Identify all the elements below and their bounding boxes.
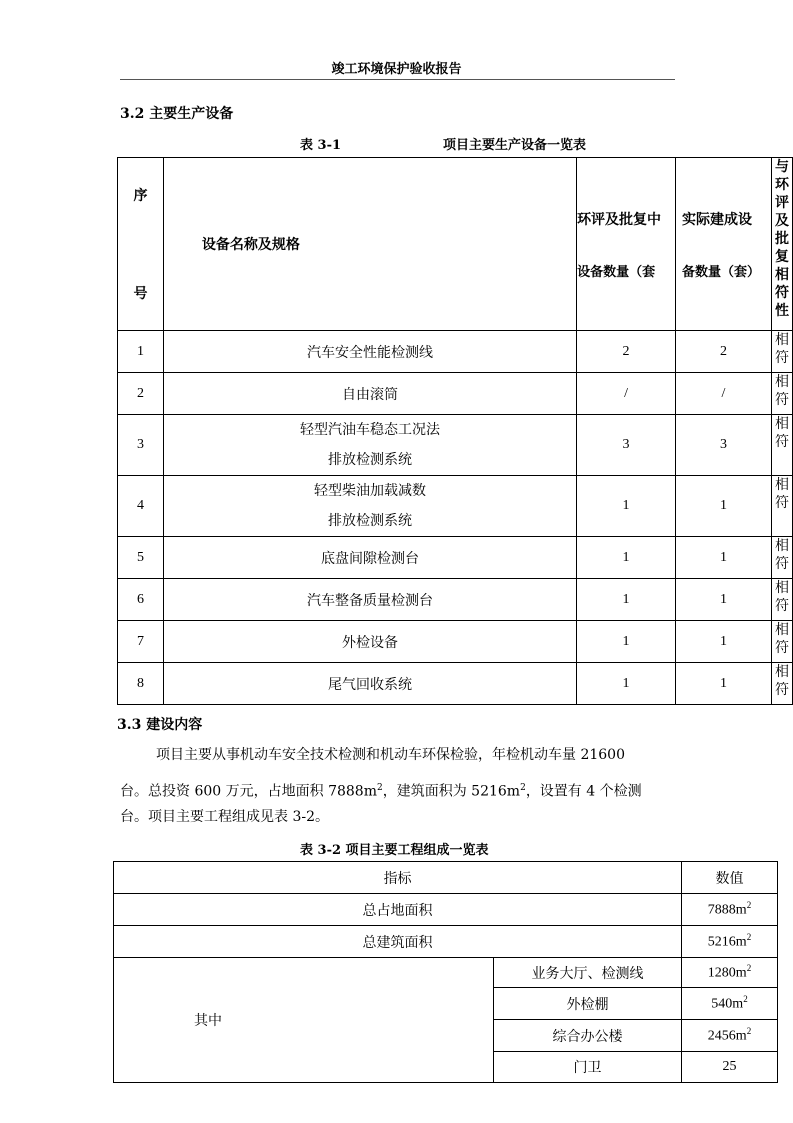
sub-row-label: 综合办公楼: [494, 1020, 682, 1052]
sub-row-value: $1280m^2$: [682, 958, 778, 988]
table2-caption: 表 3-2 项目主要工程组成一览表: [300, 843, 489, 858]
sub-row-label: 业务大厅、检测线: [494, 958, 682, 988]
row-match: 相符: [771, 663, 792, 705]
table-row: [118, 579, 793, 621]
col-header-indicator: 指标: [114, 862, 682, 894]
row-equipment-name: 外检设备: [163, 621, 576, 663]
table-row: [118, 537, 793, 579]
total-build-value: $5216m^2$: [682, 926, 778, 958]
col-header-match: 与环评及批复相符性: [771, 158, 792, 331]
row-eia-qty: 1: [577, 621, 676, 663]
section-3-3-heading: 3.3 建设内容: [117, 717, 203, 733]
table-row: [114, 894, 778, 926]
sub-row-label: 外检棚: [494, 988, 682, 1020]
sub-row-value: $540m^2$: [682, 988, 778, 1020]
row-match: 相符: [771, 331, 792, 373]
row-actual-qty: 2: [676, 331, 772, 373]
body-paragraph-line-2: 台。总投资 600 万元，占地面积 $7888m^2$，建筑面积为 $5216m^2$，设置有 4 个检测: [120, 783, 642, 800]
table-row: [118, 476, 793, 537]
row-no: 3: [118, 415, 164, 476]
table-row: [118, 331, 793, 373]
table-row: [114, 926, 778, 958]
row-no: 4: [118, 476, 164, 537]
row-no: 5: [118, 537, 164, 579]
row-eia-qty: 1: [577, 663, 676, 705]
table-row: [118, 415, 793, 476]
row-eia-qty: 2: [577, 331, 676, 373]
row-eia-qty: 1: [577, 476, 676, 537]
col-header-actual-qty: 实际建成设 备数量（套）: [676, 158, 772, 331]
equipment-table: [117, 157, 793, 705]
row-match: 相符: [771, 579, 792, 621]
row-equipment-name: 轻型柴油加载减数 排放检测系统: [163, 476, 576, 537]
row-match: 相符: [771, 537, 792, 579]
row-actual-qty: 1: [676, 537, 772, 579]
body-paragraph-line-1: 项目主要从事机动车安全技术检测和机动车环保检验，年检机动车量 21600: [156, 747, 625, 763]
table1-caption-title: 项目主要生产设备一览表: [443, 138, 587, 153]
row-equipment-name: 自由滚筒: [163, 373, 576, 415]
row-equipment-name: 汽车整备质量检测台: [163, 579, 576, 621]
row-actual-qty: 1: [676, 621, 772, 663]
sub-row-label: 门卫: [494, 1052, 682, 1083]
row-equipment-name: 轻型汽油车稳态工况法 排放检测系统: [163, 415, 576, 476]
row-no: 8: [118, 663, 164, 705]
col-header-no: 序 号: [118, 158, 164, 331]
total-build-label: 总建筑面积: [114, 926, 682, 958]
row-no: 6: [118, 579, 164, 621]
row-eia-qty: 3: [577, 415, 676, 476]
row-actual-qty: 1: [676, 579, 772, 621]
table-row: [114, 958, 778, 988]
table1-caption-number: 表 3-1: [300, 138, 342, 153]
row-match: 相符: [771, 621, 792, 663]
table-row: [118, 663, 793, 705]
row-eia-qty: 1: [577, 537, 676, 579]
row-equipment-name: 汽车安全性能检测线: [163, 331, 576, 373]
total-land-value: $7888m^2$: [682, 894, 778, 926]
row-no: 2: [118, 373, 164, 415]
row-eia-qty: 1: [577, 579, 676, 621]
row-equipment-name: 底盘间隙检测台: [163, 537, 576, 579]
table-header-row: [114, 862, 778, 894]
project-composition-table: [113, 861, 778, 1083]
table-row: [118, 373, 793, 415]
group-label: 其中: [114, 958, 494, 1083]
table-header-row: [118, 158, 793, 331]
row-no: 7: [118, 621, 164, 663]
row-actual-qty: 1: [676, 476, 772, 537]
body-paragraph-line-3: 台。项目主要工程组成见表 3-2。: [120, 809, 329, 825]
sub-row-value: $2456m^2$: [682, 1020, 778, 1052]
page-header-title: 竣工环境保护验收报告: [331, 62, 462, 77]
row-actual-qty: 1: [676, 663, 772, 705]
col-header-value: 数值: [682, 862, 778, 894]
col-header-name: 设备名称及规格: [163, 158, 576, 331]
row-match: 相符: [771, 415, 792, 476]
row-match: 相符: [771, 373, 792, 415]
row-no: 1: [118, 331, 164, 373]
row-match: 相符: [771, 476, 792, 537]
section-3-2-heading: 3.2 主要生产设备: [120, 106, 234, 122]
total-land-label: 总占地面积: [114, 894, 682, 926]
row-actual-qty: /: [676, 373, 772, 415]
row-eia-qty: /: [577, 373, 676, 415]
sub-row-value: 25: [682, 1052, 778, 1083]
table-row: [118, 621, 793, 663]
row-equipment-name: 尾气回收系统: [163, 663, 576, 705]
header-divider: [120, 79, 675, 80]
row-actual-qty: 3: [676, 415, 772, 476]
col-header-eia-qty: 环评及批复中 设备数量（套: [577, 158, 676, 331]
